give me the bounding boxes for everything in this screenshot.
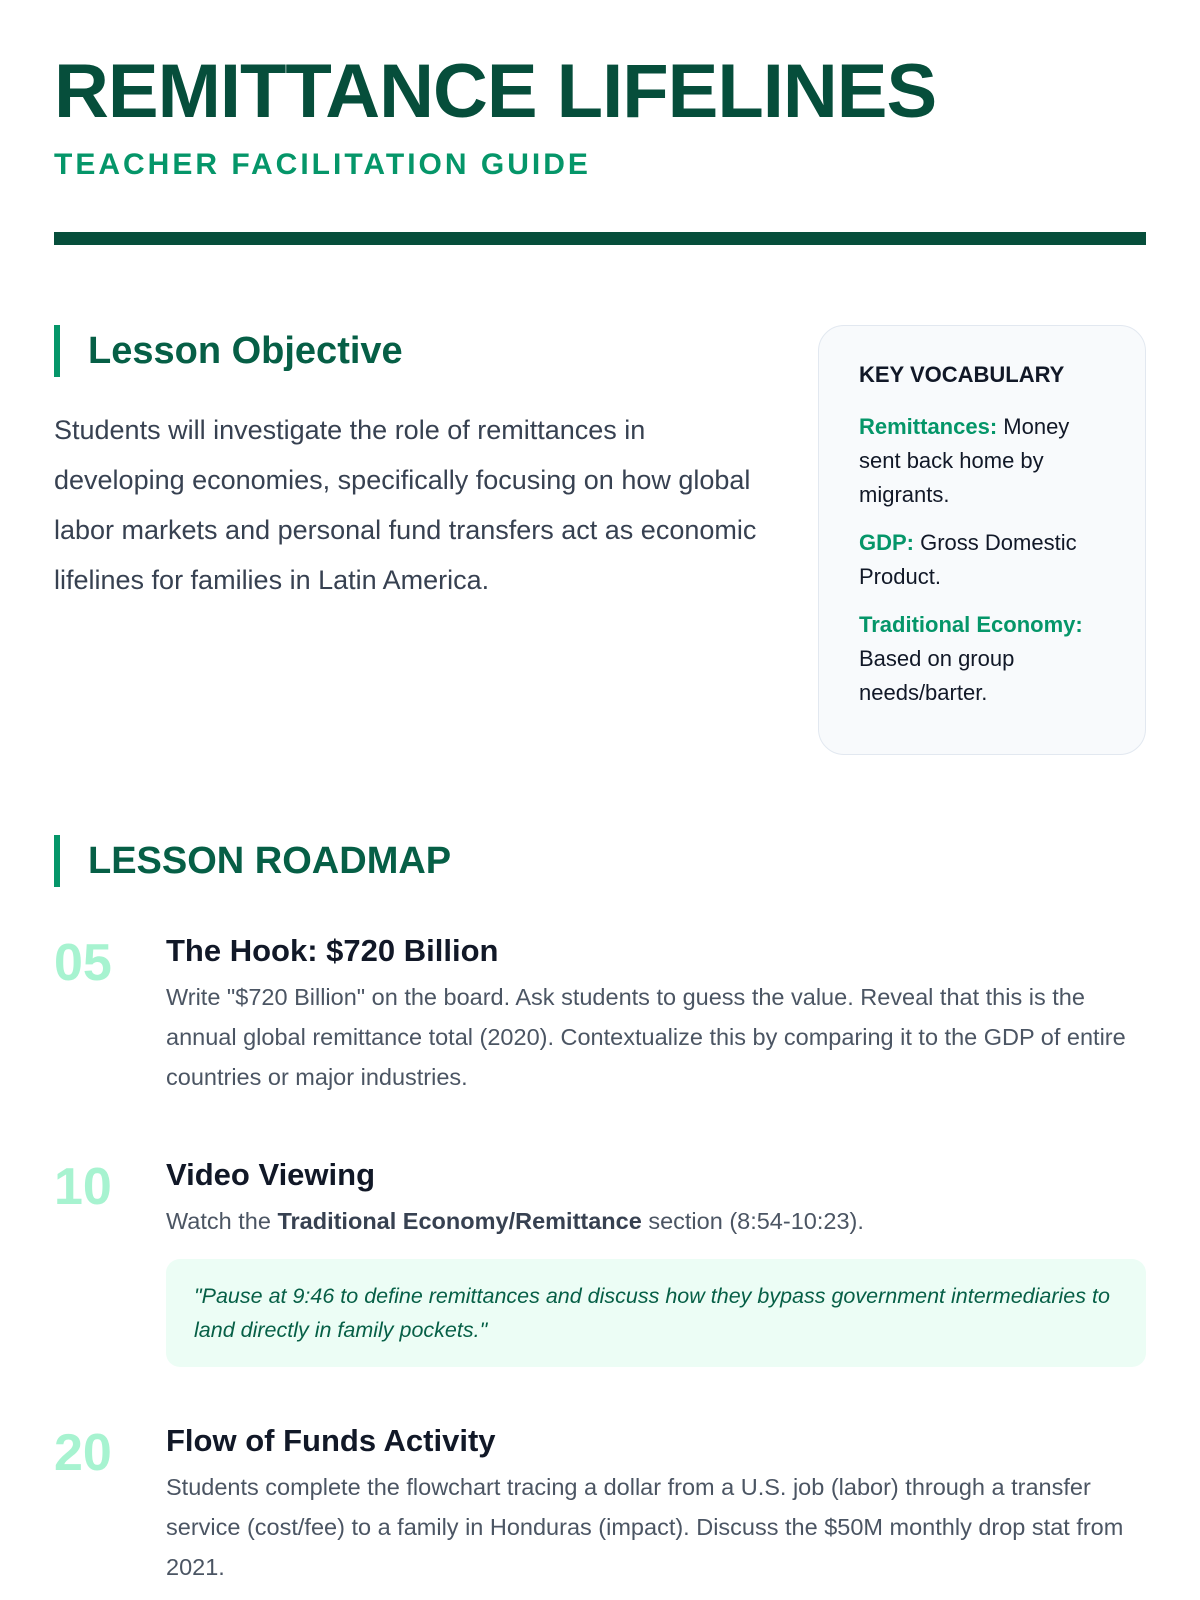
step-minutes: 20 (54, 1424, 112, 1482)
vocab-item-remittances (859, 410, 1105, 512)
step-minutes: 10 (54, 1158, 112, 1216)
vocab-definition: Gross Domestic Product. (859, 530, 1077, 589)
lesson-objective-section (54, 325, 774, 605)
step-text-before: Watch the (166, 1208, 278, 1234)
step-title: Video Viewing (166, 1157, 376, 1192)
roadmap-step-hook (54, 931, 1146, 1097)
vocab-term: Traditional Economy: (859, 612, 1083, 637)
step-description: Students complete the flowchart tracing a dollar from a U.S. job (labor) through a transfer service (cost/fee) to a family in Honduras (impact). Discuss the $50M monthly drop stat from 2021. (166, 1474, 1124, 1580)
lesson-objective-text: Students will investigate the role of remittances in developing economies, specifically focusing on how global labor markets and personal fund transfers act as economic lifelines for families in Latin America. (54, 415, 757, 595)
step-title: The Hook: $720 Billion (166, 933, 499, 968)
key-vocabulary-card (818, 325, 1146, 755)
step-description (166, 1201, 1146, 1241)
teacher-tip-quote: "Pause at 9:46 to define remittances and discuss how they bypass government intermediaries to land directly in family pockets." (166, 1259, 1146, 1367)
step-description: Write "$720 Billion" on the board. Ask students to guess the value. Reveal that this is the annual global remittance total (2020). Contextualize this by comparing it to the GDP of entire countries or major industries. (166, 984, 1126, 1090)
vocab-term: Remittances: (859, 414, 998, 439)
vocab-term: GDP: (859, 530, 914, 555)
subtitle: TEACHER FACILITATION GUIDE (54, 148, 591, 181)
vocab-item-traditional-economy (859, 608, 1105, 710)
title-divider (54, 232, 1146, 245)
step-text-after: section (8:54-10:23). (641, 1208, 864, 1234)
roadmap-step-flow-of-funds (54, 1421, 1146, 1587)
step-title: Flow of Funds Activity (166, 1423, 496, 1458)
lesson-roadmap-heading: LESSON ROADMAP (54, 835, 1146, 887)
roadmap-step-video (54, 1155, 1146, 1367)
main-title: REMITTANCE LIFELINES (54, 49, 937, 134)
vocab-definition: Based on group needs/barter. (859, 646, 1015, 705)
vocab-definition: Money sent back home by migrants. (859, 414, 1070, 507)
objective-row (54, 325, 1146, 755)
key-vocabulary-title: KEY VOCABULARY (859, 362, 1065, 387)
step-text-bold: Traditional Economy/Remittance (277, 1208, 642, 1234)
step-minutes: 05 (54, 934, 112, 992)
lesson-objective-heading: Lesson Objective (54, 325, 774, 377)
vocab-item-gdp (859, 526, 1105, 594)
